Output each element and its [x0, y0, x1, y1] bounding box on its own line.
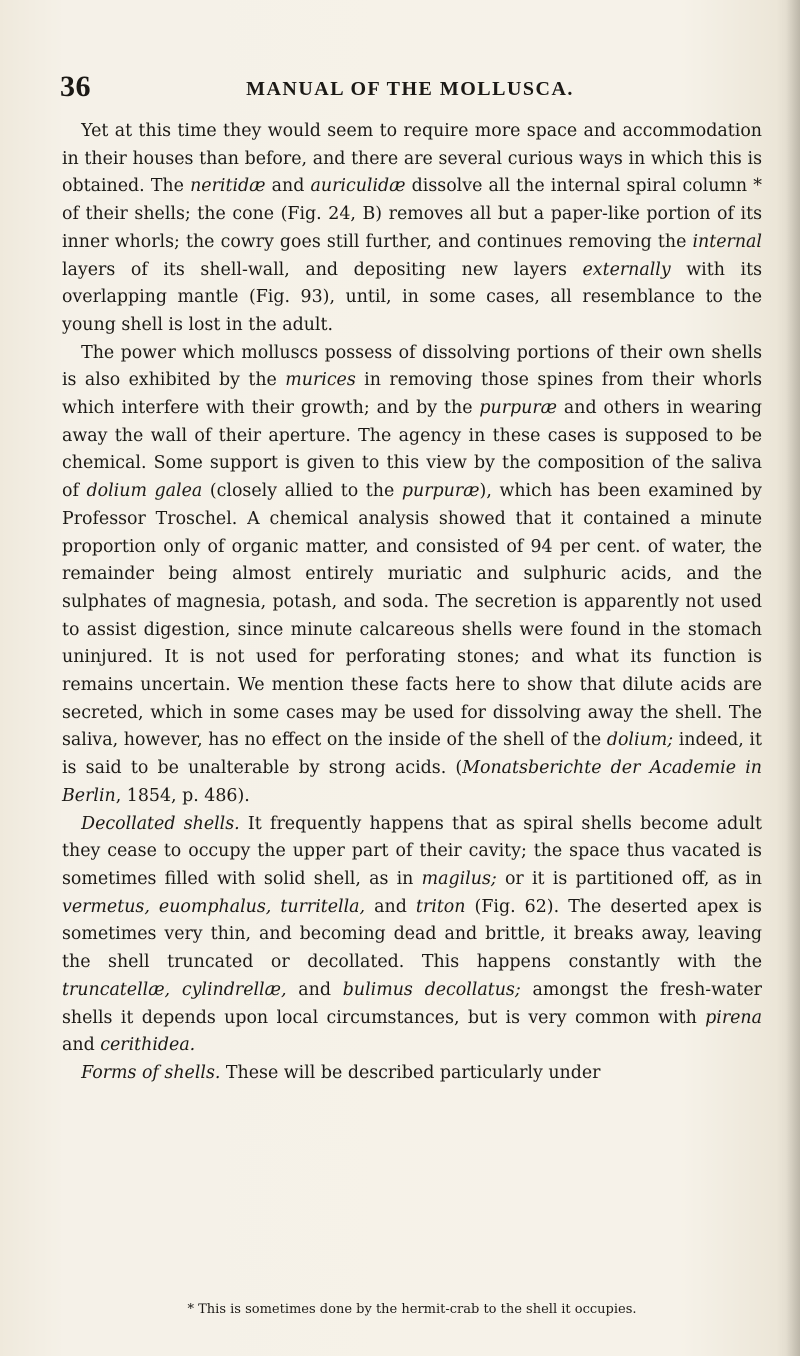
italic-term: magilus; — [421, 868, 497, 889]
text-run: , 1854, p. 486). — [115, 785, 250, 806]
italic-term: pirena — [705, 1007, 762, 1028]
text-run: amongst the fresh-water shells it depends upon local circumstances, but is very common with — [62, 979, 762, 1028]
text-run: and others in wearing away the wall of their aperture. The agency in these cases is supposed to be chemical. Some support is given to this view by the composition of the saliva of — [62, 398, 762, 502]
text-run: Yet at this time they would seem to require more space and accommodation in their houses than before, and there are several curious ways in which this is obtained. The — [62, 121, 762, 197]
text-run: ), which has been examined by Professor Troschel. A chemical analysis showed that it contained a minute proportion only of organic matter, and consisted of 94 per cent. of water, the remainder being almost entirely muriatic and sulphuric acids, and the sulphates of magnesia, potash, and soda. The secretion is apparently not used to assist digestion, since minute calcareous shells were found in the stomach uninjured. It is not used for perforating stones; and what its function is remains uncertain. We mention these facts here to show that dilute acids are secreted, which in some cases may be used for dissolving away the shell. The saliva, however, has no effect on the inside of the shell of the — [62, 481, 762, 751]
text-run: and — [265, 176, 311, 197]
text-run: and — [365, 896, 416, 917]
text-run: (Fig. 62). The deserted apex is sometimes very thin, and becoming dead and brittle, it breaks away, leaving the shell truncated or decollated. This happens constantly with the — [62, 896, 762, 973]
italic-term: neritidæ — [190, 176, 266, 197]
text-run: It frequently happens that as spiral shells become adult they cease to occupy the upper part of their cavity; the space thus vacated is sometimes filled with solid shell, as in — [62, 813, 762, 889]
italic-term: cerithidea. — [100, 1035, 196, 1056]
text-run: with its overlapping mantle (Fig. 93), until, in some cases, all resemblance to the young shell is lost in the adult. — [62, 259, 762, 335]
italic-term: dolium galea — [86, 481, 203, 502]
text-run: dissolve all the internal spiral column * of their shells; the cone (Fig. 24, B) removes all but a paper-like portion of its inner whorls; the cowry goes still further, and continues removing the — [62, 176, 762, 252]
italic-term: Monatsberichte der Academie in Berlin — [62, 758, 762, 806]
italic-term: vermetus, euomphalus, turritella, — [62, 896, 366, 917]
running-head: MANUAL OF THE MOLLUSCA. — [246, 78, 574, 100]
italic-term: truncatellæ, cylindrellæ, — [62, 979, 287, 1000]
text-run: (closely allied to the — [202, 481, 402, 502]
page-edge-shadow — [786, 0, 800, 1356]
italic-term: purpuræ — [401, 481, 480, 502]
italic-term: dolium; — [606, 730, 674, 751]
italic-term: bulimus decollatus; — [342, 979, 521, 1000]
italic-term: auriculidæ — [310, 176, 406, 197]
paragraph-forms-of-shells — [62, 1060, 762, 1088]
text-run: and — [286, 979, 343, 1000]
italic-term: triton — [415, 896, 466, 917]
page-number: 36 — [60, 70, 91, 103]
italic-term: Decollated shells. — [81, 813, 240, 834]
text-run: or it is partitioned off, as in — [496, 868, 762, 889]
page-header — [60, 70, 760, 110]
text-run: layers of its shell-wall, and depositing new layers — [62, 259, 583, 280]
paragraph-dissolving-shells — [62, 340, 762, 811]
italic-term: purpuræ — [479, 398, 558, 419]
paragraph-shell-space — [62, 118, 762, 340]
italic-term: externally — [582, 259, 671, 280]
text-run: in removing those spines from their whorls which interfere with their growth; and by the — [62, 370, 763, 419]
text-run: These will be described particularly under — [220, 1062, 601, 1083]
text-run: and — [62, 1035, 101, 1056]
body-text — [62, 118, 762, 1088]
text-run: indeed, it is said to be unalterable by strong acids. ( — [62, 730, 762, 779]
italic-term: Forms of shells. — [81, 1062, 221, 1083]
italic-term: internal — [692, 231, 762, 252]
footnote: * This is sometimes done by the hermit-crab to the shell it occupies. — [187, 1302, 637, 1317]
text-run: The power which molluscs possess of dissolving portions of their own shells is also exhibited by the — [62, 342, 762, 391]
paragraph-decollated-shells — [62, 811, 762, 1060]
italic-term: murices — [285, 370, 356, 391]
